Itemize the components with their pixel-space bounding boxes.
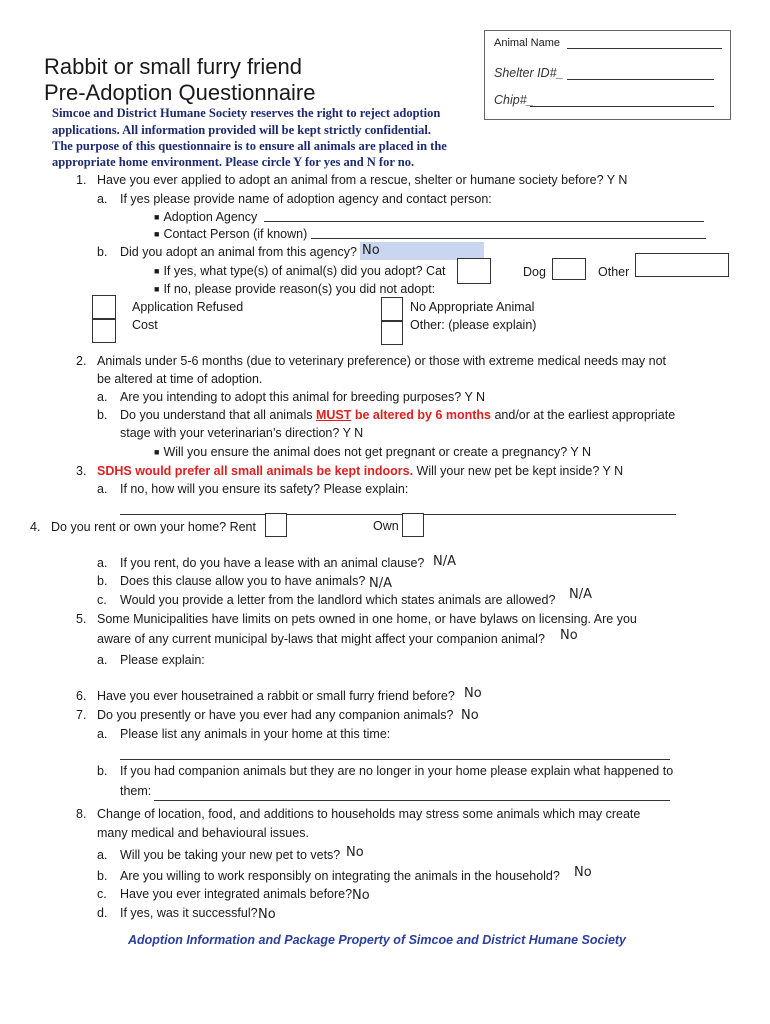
- q2a-number: a.: [97, 390, 108, 404]
- contact-person-field[interactable]: [311, 238, 706, 239]
- q6-text: Have you ever housetrained a rabbit or small furry friend before?: [97, 689, 455, 703]
- page-title-line1: Rabbit or small furry friend: [44, 54, 302, 79]
- q5-number: 5.: [76, 612, 87, 626]
- q4b-number: b.: [97, 574, 108, 588]
- q4-text: Do you rent or own your home? Rent: [51, 520, 256, 534]
- shelter-id-field[interactable]: [567, 79, 714, 80]
- intro-line3: The purpose of this questionnaire is to ensure all animals are placed in the: [52, 139, 447, 153]
- intro-line4: appropriate home environment. Please circle Y for yes and N for no.: [52, 155, 415, 169]
- contact-person-label: ■ Contact Person (if known): [154, 227, 308, 241]
- q3a-answer-field[interactable]: [120, 514, 676, 515]
- q6-answer[interactable]: No: [464, 686, 482, 701]
- q2b-number: b.: [97, 408, 108, 422]
- q2-line2: be altered at time of adoption.: [97, 372, 263, 386]
- q1b-number: b.: [97, 245, 108, 259]
- q7-answer[interactable]: No: [461, 708, 479, 723]
- q8a-answer[interactable]: No: [346, 845, 364, 860]
- other-explain-label: Other: (please explain): [410, 318, 537, 332]
- q8a-number: a.: [97, 848, 108, 862]
- animal-name-field[interactable]: [567, 48, 722, 49]
- q8d-answer[interactable]: No: [258, 907, 276, 922]
- q4b-text: Does this clause allow you to have animals?: [120, 574, 366, 588]
- q4c-number: c.: [97, 593, 107, 607]
- q8-line1: Change of location, food, and additions to households may stress some animals which may create: [97, 807, 641, 821]
- q7a-text: Please list any animals in your home at this time:: [120, 727, 391, 741]
- q1-reason-text: ■ If no, please provide reason(s) you did not adopt:: [154, 282, 436, 296]
- q4-number: 4.: [30, 520, 41, 534]
- q2a-text: Are you intending to adopt this animal for breeding purposes? Y N: [120, 390, 486, 404]
- q2b-line2: stage with your veterinarian’s direction? Y N: [120, 426, 364, 440]
- other-animal-field[interactable]: [635, 253, 729, 277]
- q8c-text: Have you ever integrated animals before?: [120, 887, 353, 901]
- q3-text: SDHS would prefer all small animals be kept indoors. Will your new pet be kept inside? Y N: [97, 464, 624, 478]
- other-label: Other: [598, 265, 630, 279]
- dog-label: Dog: [523, 265, 546, 279]
- q4a-answer[interactable]: N/A: [433, 554, 456, 569]
- q1-text: Have you ever applied to adopt an animal from a rescue, shelter or humane society before? Y N: [97, 173, 628, 187]
- q3-number: 3.: [76, 464, 87, 478]
- q5-line2: aware of any current municipal by-laws that might affect your companion animal?: [97, 632, 545, 646]
- q4c-text: Would you provide a letter from the landlord which states animals are allowed?: [120, 593, 556, 607]
- q7b-line2: them:: [120, 784, 152, 798]
- cost-checkbox[interactable]: [92, 319, 116, 343]
- q5-line1: Some Municipalities have limits on pets owned in one home, or have bylaws on licensing. Are you: [97, 612, 637, 626]
- cat-checkbox[interactable]: [457, 258, 491, 284]
- rent-checkbox[interactable]: [265, 513, 287, 537]
- q4a-text: If you rent, do you have a lease with an animal clause?: [120, 556, 425, 570]
- no-appropriate-animal-checkbox[interactable]: [381, 297, 403, 321]
- q7-text: Do you presently or have you ever had any companion animals?: [97, 708, 454, 722]
- q1a-number: a.: [97, 192, 108, 206]
- q7-number: 7.: [76, 708, 87, 722]
- intro-line2: applications. All information provided will be kept strictly confidential.: [52, 123, 431, 137]
- q3a-number: a.: [97, 482, 108, 496]
- shelter-id-label: Shelter ID#_: [494, 66, 564, 80]
- q1-type-text: ■ If yes, what type(s) of animal(s) did you adopt? Cat: [154, 264, 446, 278]
- no-appropriate-animal-label: No Appropriate Animal: [410, 300, 535, 314]
- q6-number: 6.: [76, 689, 87, 703]
- adoption-agency-label: ■ Adoption Agency: [154, 210, 258, 224]
- q1a-text: If yes please provide name of adoption agency and contact person:: [120, 192, 492, 206]
- q8b-text: Are you willing to work responsibly on integrating the animals in the household?: [120, 869, 560, 883]
- q4a-number: a.: [97, 556, 108, 570]
- q7b-answer-field[interactable]: [154, 800, 670, 801]
- own-label: Own: [373, 519, 399, 533]
- intro-line1: Simcoe and District Humane Society reserves the right to reject adoption: [52, 106, 441, 120]
- q8b-answer[interactable]: No: [574, 865, 592, 880]
- q1b-answer: No: [362, 243, 380, 258]
- q5-answer[interactable]: No: [560, 628, 578, 643]
- application-refused-label: Application Refused: [132, 300, 244, 314]
- q4b-answer[interactable]: N/A: [369, 576, 392, 591]
- other-reason-checkbox[interactable]: [381, 321, 403, 345]
- q8b-number: b.: [97, 869, 108, 883]
- q2b-text: Do you understand that all animals MUST be altered by 6 months and/or at the earliest appropriate: [120, 408, 676, 422]
- q5a-number: a.: [97, 653, 108, 667]
- page-title-line2: Pre-Adoption Questionnaire: [44, 80, 316, 105]
- own-checkbox[interactable]: [402, 513, 424, 537]
- animal-name-label: Animal Name: [494, 37, 561, 49]
- q2-line1: Animals under 5-6 months (due to veterinary preference) or those with extreme medical needs may not: [97, 354, 667, 368]
- q1-number: 1.: [76, 173, 87, 187]
- q8d-text: If yes, was it successful?: [120, 906, 258, 920]
- q2-number: 2.: [76, 354, 87, 368]
- adoption-agency-field[interactable]: [264, 221, 704, 222]
- q4c-answer[interactable]: N/A: [569, 587, 592, 602]
- q8-number: 8.: [76, 807, 87, 821]
- dog-checkbox[interactable]: [552, 258, 586, 280]
- q8a-text: Will you be taking your new pet to vets?: [120, 848, 341, 862]
- q5a-text: Please explain:: [120, 653, 205, 667]
- q8-line2: many medical and behavioural issues.: [97, 826, 309, 840]
- q1b-text: Did you adopt an animal from this agency?: [120, 245, 357, 259]
- chip-label: Chip#_: [494, 93, 534, 107]
- q8c-number: c.: [97, 887, 107, 901]
- q2-bullet: ■ Will you ensure the animal does not get pregnant or create a pregnancy? Y N: [154, 445, 592, 459]
- q7b-number: b.: [97, 764, 108, 778]
- q7a-number: a.: [97, 727, 108, 741]
- application-refused-checkbox[interactable]: [92, 295, 116, 319]
- q7b-line1: If you had companion animals but they are no longer in your home please explain what happened to: [120, 764, 674, 778]
- q3a-text: If no, how will you ensure its safety? Please explain:: [120, 482, 409, 496]
- q7a-answer-field[interactable]: [120, 759, 670, 760]
- chip-field[interactable]: [530, 106, 714, 107]
- footer-text: Adoption Information and Package Property of Simcoe and District Humane Society: [128, 933, 627, 947]
- q8c-answer[interactable]: No: [352, 888, 370, 903]
- q8d-number: d.: [97, 906, 108, 920]
- cost-label: Cost: [132, 318, 158, 332]
